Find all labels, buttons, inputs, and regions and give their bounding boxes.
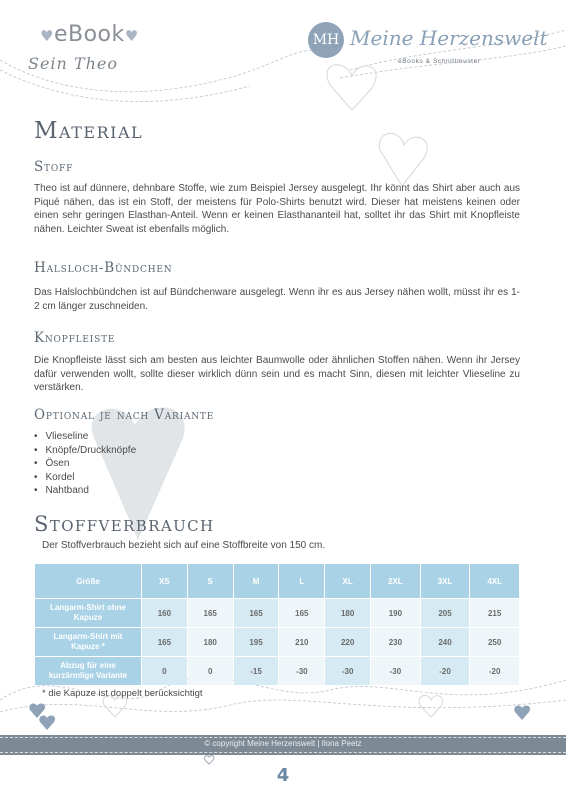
table-cell: 165 (188, 599, 233, 627)
ebook-text: eBook (53, 22, 125, 47)
table-cell: -20 (470, 657, 519, 685)
text-halsloch: Das Halslochbündchen ist auf Bündchenware ausgelegt. Wenn ihr es aus Jersey nähen wollt, müsst ihr es 1-2 cm länger zuschneiden. (34, 287, 520, 312)
list-item: • Ösen (34, 457, 136, 471)
heart-icon: ♥ (124, 27, 139, 45)
brand-logo: MH (308, 22, 344, 58)
table-header: XS (142, 564, 187, 598)
table-cell: 165 (279, 599, 324, 627)
footnote: * die Kapuze ist doppelt berücksichtigt (42, 688, 203, 699)
table-cell: 165 (142, 628, 187, 656)
ebook-label (40, 22, 139, 47)
table-header: L (279, 564, 324, 598)
table-cell: 240 (421, 628, 470, 656)
list-item: • Nahtband (34, 484, 136, 498)
table-row (35, 628, 519, 656)
table-cell: -15 (234, 657, 279, 685)
heart-icon: ♥ (40, 27, 54, 45)
table-cell: -30 (325, 657, 370, 685)
table-cell: 210 (279, 628, 324, 656)
table-header: Größe (35, 564, 141, 598)
table-cell: 205 (421, 599, 470, 627)
table-header-row (35, 564, 519, 598)
table-header: M (234, 564, 279, 598)
section-title-stoffverbrauch: Stoffverbrauch (34, 512, 215, 536)
table-cell: -20 (421, 657, 470, 685)
brand-name: Meine Herzenswelt (350, 26, 548, 50)
heading-knopfleiste: Knopfleiste (34, 330, 116, 346)
table-cell: 220 (325, 628, 370, 656)
table-cell: 165 (234, 599, 279, 627)
list-item: • Knöpfe/Druckknöpfe (34, 444, 136, 458)
table-cell: -30 (371, 657, 420, 685)
table-cell: 230 (371, 628, 420, 656)
heading-optional: Optional je nach Variante (34, 407, 215, 423)
table-header: 2XL (371, 564, 420, 598)
optional-list (34, 430, 136, 498)
table-cell: -30 (279, 657, 324, 685)
row-label: Langarm-Shirt ohne Kapuze (35, 599, 141, 627)
list-item: • Vlieseline (34, 430, 136, 444)
table-cell: 195 (234, 628, 279, 656)
table-cell: 180 (325, 599, 370, 627)
table-header: 4XL (470, 564, 519, 598)
table-row (35, 599, 519, 627)
list-item: • Kordel (34, 471, 136, 485)
table-cell: 180 (188, 628, 233, 656)
table-cell: 250 (470, 628, 519, 656)
row-label: Langarm-Shirt mit Kapuze * (35, 628, 141, 656)
table-header: 3XL (421, 564, 470, 598)
table-cell: 0 (142, 657, 187, 685)
page-number: 4 (276, 765, 290, 786)
heading-halsloch: Halsloch-Bündchen (34, 260, 173, 276)
table-header: XL (325, 564, 370, 598)
table-row (35, 657, 519, 685)
text-stoff: Theo ist auf dünnere, dehnbare Stoffe, wie zum Beispiel Jersey ausgelegt. Ihr könnt das Shirt aber auch aus Piqué nähen, das ist ein Stoff, der meistens für Polo-Shirts benutzt wird. Dieser hat meistens keinen oder einen sehr geringen Elasthan-Anteil. Wenn er keinen Elasthananteil hat, solltet ihr das Shirt mit Knopfleiste nähen. Leichter Sweat ist ebenfalls möglich. (34, 183, 520, 235)
table-cell: 215 (470, 599, 519, 627)
row-label: Abzug für eine kurzärmlige Variante (35, 657, 141, 685)
section-title-material: Material (34, 118, 144, 144)
table-cell: 0 (188, 657, 233, 685)
table-cell: 190 (371, 599, 420, 627)
copyright-text: © copyright Meine Herzenswelt | Ilona Peetz (204, 739, 362, 748)
pattern-name: Sein Theo (28, 54, 119, 73)
table-header: S (188, 564, 233, 598)
heading-stoff: Stoff (34, 159, 74, 175)
fabric-consumption-table (34, 563, 520, 686)
text-knopfleiste: Die Knopfleiste lässt sich am besten aus leichter Baumwolle oder ähnlichen Stoffen nähen. Wenn ihr Jersey dafür verwenden wollt, sollte dieser wirklich dünn sein und es macht Sinn, diesen mit leichter Vlieseline zu verstärken. (34, 355, 520, 394)
stoffverbrauch-note: Der Stoffverbrauch bezieht sich auf eine Stoffbreite von 150 cm. (42, 540, 326, 551)
brand-subtitle: eBooks & Schnittmuster (398, 58, 481, 65)
table-cell: 160 (142, 599, 187, 627)
